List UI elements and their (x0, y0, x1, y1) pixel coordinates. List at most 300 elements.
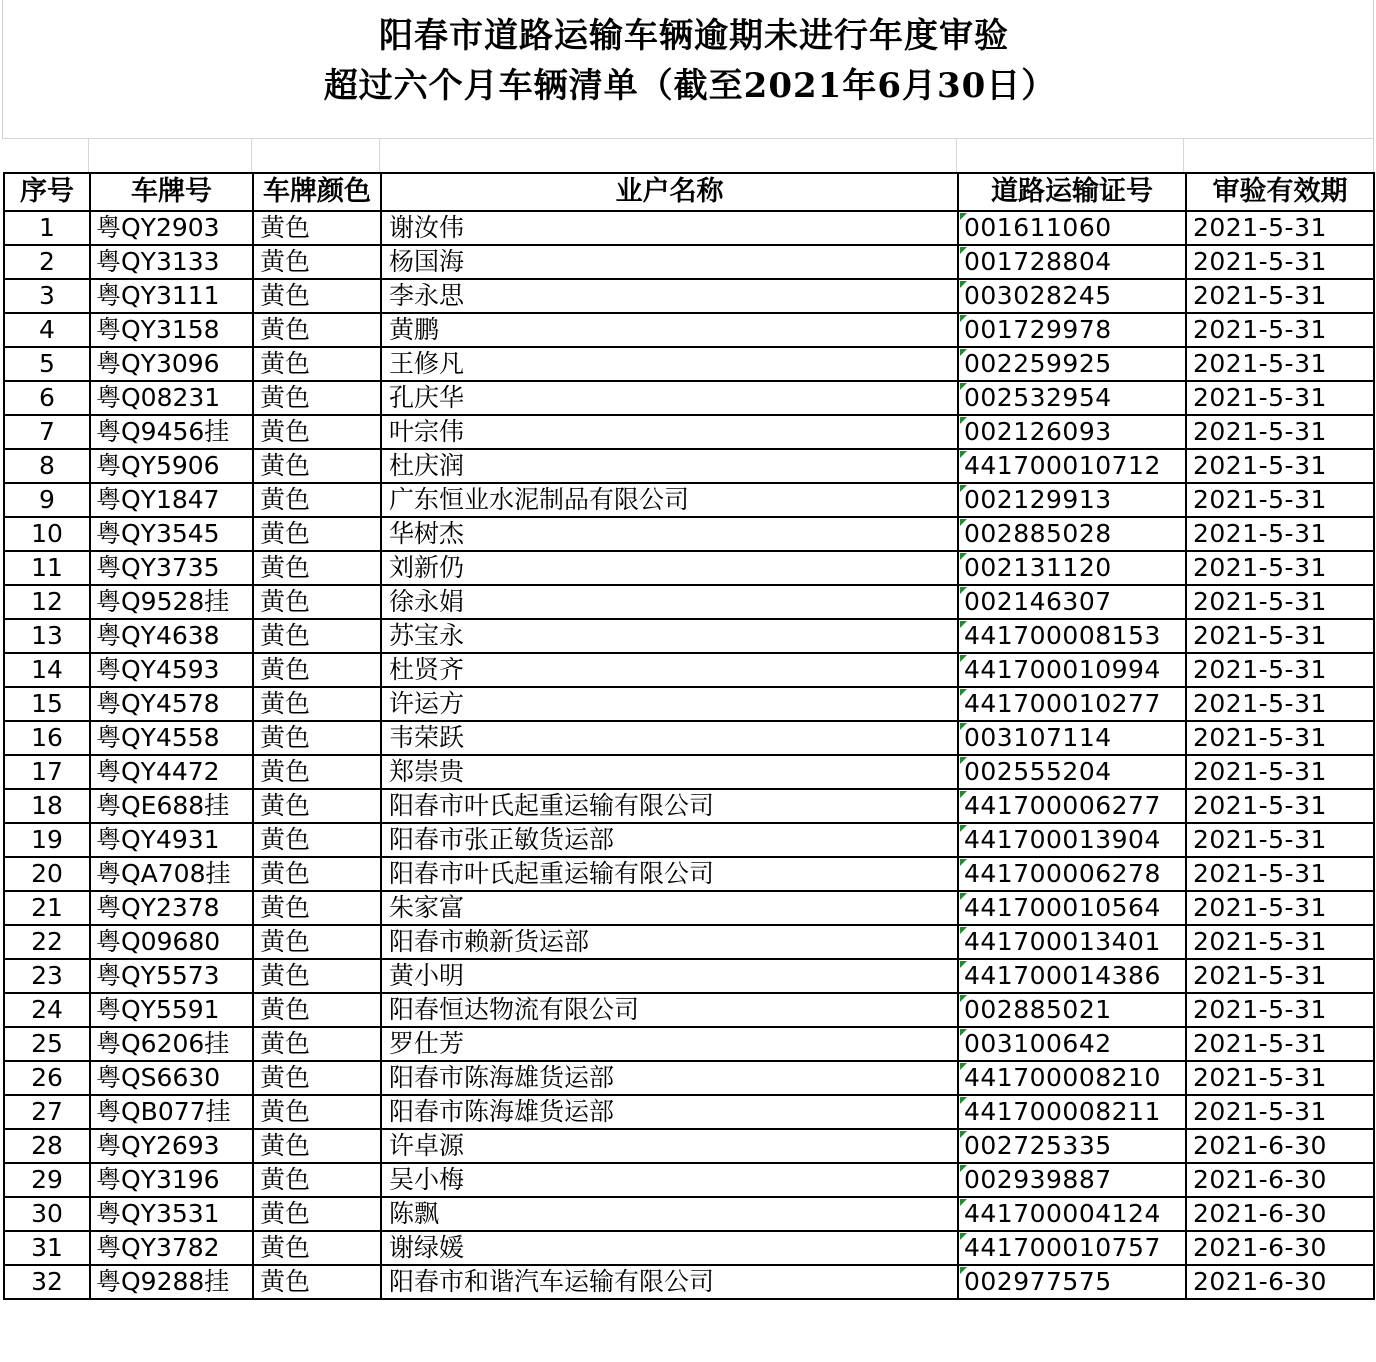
empty-cell[interactable] (2, 139, 89, 173)
cell-permit-text: 441700010712 (964, 451, 1161, 480)
cell-permit[interactable] (958, 1095, 1186, 1129)
cell-plate[interactable] (90, 823, 253, 857)
cell-owner-text: 李永思 (389, 281, 465, 310)
cell-plate-color-text: 黄色 (260, 349, 311, 378)
cell-index[interactable] (4, 1197, 90, 1231)
cell-permit[interactable] (958, 449, 1186, 483)
cell-permit[interactable] (958, 1163, 1186, 1197)
cell-permit-text: 003028245 (964, 281, 1112, 310)
cell-plate-color[interactable] (253, 415, 381, 449)
cell-index[interactable] (4, 313, 90, 347)
cell-plate[interactable] (90, 483, 253, 517)
cell-plate-color[interactable] (253, 483, 381, 517)
cell-index[interactable] (4, 1095, 90, 1129)
cell-valid-until[interactable] (1186, 1095, 1374, 1129)
cell-plate-color[interactable] (253, 1061, 381, 1095)
cell-owner[interactable] (381, 1231, 958, 1265)
cell-valid-until[interactable] (1186, 517, 1374, 551)
cell-plate[interactable] (90, 619, 253, 653)
cell-owner-text: 阳春市叶氏起重运输有限公司 (389, 859, 715, 888)
empty-cell[interactable] (252, 139, 380, 173)
cell-index[interactable] (4, 721, 90, 755)
cell-error-marker-icon (960, 1165, 967, 1172)
cell-index[interactable] (4, 585, 90, 619)
cell-plate-color[interactable] (253, 925, 381, 959)
cell-plate-text: 粤QY3782 (96, 1233, 220, 1262)
cell-index[interactable] (4, 755, 90, 789)
cell-index[interactable] (4, 653, 90, 687)
page-title-line-2: 超过六个月车辆清单（截至2021年6月30日） (323, 66, 1057, 106)
cell-valid-until-text: 2021-5-31 (1193, 689, 1327, 718)
header-permit[interactable]: 道路运输证号 (958, 173, 1186, 211)
cell-permit[interactable] (958, 857, 1186, 891)
cell-owner[interactable] (381, 1129, 958, 1163)
cell-plate-color[interactable] (253, 585, 381, 619)
cell-plate[interactable] (90, 755, 253, 789)
cell-owner[interactable] (381, 1163, 958, 1197)
cell-valid-until[interactable] (1186, 959, 1374, 993)
cell-index[interactable] (4, 687, 90, 721)
cell-plate-color[interactable] (253, 211, 381, 245)
cell-plate[interactable] (90, 415, 253, 449)
cell-index[interactable] (4, 857, 90, 891)
table-row (4, 823, 1374, 857)
cell-index[interactable] (4, 211, 90, 245)
cell-index[interactable] (4, 1129, 90, 1163)
cell-permit[interactable] (958, 755, 1186, 789)
cell-owner-text: 韦荣跃 (389, 723, 465, 752)
cell-index[interactable] (4, 415, 90, 449)
cell-valid-until[interactable] (1186, 993, 1374, 1027)
cell-permit-text: 001728804 (964, 247, 1112, 276)
cell-index[interactable] (4, 1231, 90, 1265)
cell-index[interactable] (4, 245, 90, 279)
cell-permit[interactable] (958, 585, 1186, 619)
table-row (4, 517, 1374, 551)
cell-valid-until[interactable] (1186, 483, 1374, 517)
cell-plate[interactable] (90, 585, 253, 619)
cell-plate-color-text: 黄色 (260, 1097, 311, 1126)
cell-owner[interactable] (381, 823, 958, 857)
cell-owner-text: 陈飘 (389, 1199, 440, 1228)
cell-index[interactable] (4, 517, 90, 551)
cell-plate-color-text: 黄色 (260, 995, 311, 1024)
cell-plate-color-text: 黄色 (260, 621, 311, 650)
cell-plate-color[interactable] (253, 1129, 381, 1163)
cell-index-text: 6 (39, 383, 55, 412)
cell-error-marker-icon (960, 383, 967, 390)
header-plate-color[interactable]: 车牌颜色 (253, 173, 381, 211)
table-row (4, 857, 1374, 891)
cell-valid-until[interactable] (1186, 1197, 1374, 1231)
cell-owner[interactable] (381, 483, 958, 517)
cell-valid-until-text: 2021-5-31 (1193, 995, 1327, 1024)
cell-permit[interactable] (958, 653, 1186, 687)
empty-cell[interactable] (1184, 139, 1374, 173)
cell-permit[interactable] (958, 925, 1186, 959)
cell-plate[interactable] (90, 1163, 253, 1197)
cell-plate-color-text: 黄色 (260, 1063, 311, 1092)
cell-permit[interactable] (958, 313, 1186, 347)
cell-permit[interactable] (958, 619, 1186, 653)
cell-plate-text: 粤QY3111 (96, 281, 220, 310)
cell-valid-until[interactable] (1186, 415, 1374, 449)
cell-owner-text: 阳春市陈海雄货运部 (389, 1063, 615, 1092)
cell-plate-color[interactable] (253, 1027, 381, 1061)
cell-permit[interactable] (958, 551, 1186, 585)
table-row (4, 653, 1374, 687)
cell-plate[interactable] (90, 653, 253, 687)
cell-permit-text: 002532954 (964, 383, 1112, 412)
cell-error-marker-icon (960, 1267, 967, 1274)
cell-owner[interactable] (381, 687, 958, 721)
table-row (4, 1163, 1374, 1197)
cell-valid-until-text: 2021-6-30 (1193, 1199, 1327, 1228)
cell-plate-color[interactable] (253, 993, 381, 1027)
cell-plate-color[interactable] (253, 891, 381, 925)
cell-valid-until-text: 2021-5-31 (1193, 383, 1327, 412)
cell-permit[interactable] (958, 1129, 1186, 1163)
cell-owner[interactable] (381, 755, 958, 789)
cell-valid-until-text: 2021-5-31 (1193, 213, 1327, 242)
cell-index-text: 32 (31, 1267, 63, 1296)
cell-owner[interactable] (381, 313, 958, 347)
cell-plate-text: 粤QY3133 (96, 247, 220, 276)
cell-owner[interactable] (381, 415, 958, 449)
empty-cell[interactable] (957, 139, 1184, 173)
cell-owner[interactable] (381, 245, 958, 279)
cell-index[interactable] (4, 823, 90, 857)
cell-index[interactable] (4, 925, 90, 959)
cell-plate-color[interactable] (253, 619, 381, 653)
cell-valid-until[interactable] (1186, 857, 1374, 891)
cell-valid-until[interactable] (1186, 585, 1374, 619)
cell-permit[interactable] (958, 789, 1186, 823)
cell-valid-until[interactable] (1186, 449, 1374, 483)
cell-index[interactable] (4, 959, 90, 993)
cell-plate[interactable] (90, 1061, 253, 1095)
cell-valid-until[interactable] (1186, 1061, 1374, 1095)
cell-plate-color-text: 黄色 (260, 1029, 311, 1058)
cell-owner[interactable] (381, 381, 958, 415)
cell-valid-until-text: 2021-5-31 (1193, 825, 1327, 854)
title-merged-cell[interactable] (2, 0, 1374, 138)
cell-owner-text: 孔庆华 (389, 383, 465, 412)
cell-error-marker-icon (960, 315, 967, 322)
cell-plate[interactable] (90, 279, 253, 313)
cell-plate[interactable] (90, 721, 253, 755)
cell-index-text: 1 (39, 213, 55, 242)
cell-valid-until[interactable] (1186, 245, 1374, 279)
cell-index[interactable] (4, 993, 90, 1027)
cell-plate[interactable] (90, 381, 253, 415)
cell-owner[interactable] (381, 653, 958, 687)
cell-index[interactable] (4, 1027, 90, 1061)
cell-valid-until[interactable] (1186, 551, 1374, 585)
cell-plate-color-text: 黄色 (260, 893, 311, 922)
cell-owner[interactable] (381, 721, 958, 755)
cell-index[interactable] (4, 1163, 90, 1197)
cell-plate[interactable] (90, 449, 253, 483)
cell-owner[interactable] (381, 551, 958, 585)
cell-owner[interactable] (381, 857, 958, 891)
cell-permit-text: 002146307 (964, 587, 1112, 616)
header-valid-until[interactable]: 审验有效期 (1186, 173, 1374, 211)
cell-owner[interactable] (381, 585, 958, 619)
cell-owner[interactable] (381, 1197, 958, 1231)
cell-permit-text: 441700008153 (964, 621, 1161, 650)
cell-owner-text: 华树杰 (389, 519, 465, 548)
cell-permit[interactable] (958, 687, 1186, 721)
cell-owner-text: 阳春市陈海雄货运部 (389, 1097, 615, 1126)
table-row (4, 755, 1374, 789)
cell-plate-color-text: 黄色 (260, 1165, 311, 1194)
cell-plate[interactable] (90, 1095, 253, 1129)
cell-plate-color[interactable] (253, 1231, 381, 1265)
cell-valid-until[interactable] (1186, 687, 1374, 721)
table-row (4, 449, 1374, 483)
cell-plate[interactable] (90, 517, 253, 551)
cell-error-marker-icon (960, 281, 967, 288)
cell-valid-until-text: 2021-5-31 (1193, 417, 1327, 446)
cell-plate[interactable] (90, 687, 253, 721)
table-row (4, 993, 1374, 1027)
cell-permit-text: 441700010277 (964, 689, 1161, 718)
cell-plate-color[interactable] (253, 755, 381, 789)
cell-permit[interactable] (958, 381, 1186, 415)
cell-plate-color[interactable] (253, 1197, 381, 1231)
cell-plate-color[interactable] (253, 313, 381, 347)
cell-owner[interactable] (381, 211, 958, 245)
cell-owner-text: 杨国海 (389, 247, 465, 276)
cell-plate[interactable] (90, 857, 253, 891)
cell-index[interactable] (4, 381, 90, 415)
cell-error-marker-icon (960, 961, 967, 968)
cell-valid-until-text: 2021-5-31 (1193, 961, 1327, 990)
cell-plate-color[interactable] (253, 381, 381, 415)
cell-index-text: 24 (31, 995, 63, 1024)
cell-plate-color[interactable] (253, 823, 381, 857)
cell-owner[interactable] (381, 619, 958, 653)
cell-valid-until[interactable] (1186, 721, 1374, 755)
cell-plate-color[interactable] (253, 721, 381, 755)
cell-plate[interactable] (90, 1231, 253, 1265)
cell-permit-text: 441700004124 (964, 1199, 1161, 1228)
empty-cell[interactable] (89, 139, 252, 173)
cell-permit[interactable] (958, 1197, 1186, 1231)
cell-owner[interactable] (381, 789, 958, 823)
cell-plate-color[interactable] (253, 1163, 381, 1197)
cell-valid-until[interactable] (1186, 619, 1374, 653)
cell-owner[interactable] (381, 993, 958, 1027)
cell-plate[interactable] (90, 551, 253, 585)
cell-plate[interactable] (90, 789, 253, 823)
table-row (4, 959, 1374, 993)
cell-owner[interactable] (381, 449, 958, 483)
cell-plate[interactable] (90, 245, 253, 279)
table-row (4, 891, 1374, 925)
cell-permit[interactable] (958, 1061, 1186, 1095)
cell-index-text: 22 (31, 927, 63, 956)
cell-permit[interactable] (958, 823, 1186, 857)
cell-permit[interactable] (958, 891, 1186, 925)
cell-valid-until-text: 2021-6-30 (1193, 1233, 1327, 1262)
cell-plate-text: 粤Q09680 (96, 927, 221, 956)
cell-index[interactable] (4, 1265, 90, 1299)
cell-valid-until[interactable] (1186, 1129, 1374, 1163)
cell-valid-until-text: 2021-5-31 (1193, 553, 1327, 582)
cell-plate[interactable] (90, 1129, 253, 1163)
cell-plate-color[interactable] (253, 551, 381, 585)
cell-owner[interactable] (381, 891, 958, 925)
cell-plate-color[interactable] (253, 653, 381, 687)
cell-valid-until-text: 2021-5-31 (1193, 1029, 1327, 1058)
cell-error-marker-icon (960, 519, 967, 526)
cell-index[interactable] (4, 619, 90, 653)
cell-permit[interactable] (958, 1265, 1186, 1299)
header-plate[interactable]: 车牌号 (90, 173, 253, 211)
cell-plate-color-text: 黄色 (260, 315, 311, 344)
cell-permit[interactable] (958, 245, 1186, 279)
cell-index[interactable] (4, 551, 90, 585)
cell-owner[interactable] (381, 925, 958, 959)
cell-index[interactable] (4, 891, 90, 925)
cell-plate[interactable] (90, 925, 253, 959)
cell-permit[interactable] (958, 517, 1186, 551)
cell-owner[interactable] (381, 517, 958, 551)
cell-valid-until[interactable] (1186, 823, 1374, 857)
cell-plate[interactable] (90, 211, 253, 245)
cell-error-marker-icon (960, 859, 967, 866)
table-row (4, 551, 1374, 585)
cell-valid-until[interactable] (1186, 891, 1374, 925)
cell-permit-text: 441700014386 (964, 961, 1161, 990)
cell-permit-text: 002939887 (964, 1165, 1112, 1194)
cell-plate-color-text: 黄色 (260, 383, 311, 412)
cell-error-marker-icon (960, 655, 967, 662)
cell-permit[interactable] (958, 1231, 1186, 1265)
cell-error-marker-icon (960, 213, 967, 220)
cell-plate[interactable] (90, 1197, 253, 1231)
cell-plate[interactable] (90, 993, 253, 1027)
cell-index[interactable] (4, 789, 90, 823)
cell-permit[interactable] (958, 279, 1186, 313)
cell-owner[interactable] (381, 279, 958, 313)
cell-index[interactable] (4, 279, 90, 313)
cell-valid-until[interactable] (1186, 279, 1374, 313)
cell-plate-color[interactable] (253, 1095, 381, 1129)
cell-permit[interactable] (958, 721, 1186, 755)
cell-plate-color-text: 黄色 (260, 961, 311, 990)
cell-valid-until[interactable] (1186, 1265, 1374, 1299)
cell-valid-until[interactable] (1186, 653, 1374, 687)
cell-error-marker-icon (960, 553, 967, 560)
table-row (4, 313, 1374, 347)
cell-plate-color[interactable] (253, 959, 381, 993)
cell-owner[interactable] (381, 1265, 958, 1299)
cell-owner[interactable] (381, 959, 958, 993)
cell-owner[interactable] (381, 1027, 958, 1061)
cell-index[interactable] (4, 483, 90, 517)
cell-plate-color[interactable] (253, 857, 381, 891)
cell-permit[interactable] (958, 347, 1186, 381)
cell-permit-text: 441700010994 (964, 655, 1161, 684)
cell-error-marker-icon (960, 825, 967, 832)
cell-plate-color[interactable] (253, 279, 381, 313)
cell-plate[interactable] (90, 347, 253, 381)
cell-plate-color[interactable] (253, 1265, 381, 1299)
cell-plate[interactable] (90, 313, 253, 347)
cell-owner[interactable] (381, 1061, 958, 1095)
cell-permit[interactable] (958, 415, 1186, 449)
cell-plate-color-text: 黄色 (260, 1233, 311, 1262)
cell-valid-until[interactable] (1186, 789, 1374, 823)
cell-plate-text: 粤QY2903 (96, 213, 220, 242)
cell-valid-until-text: 2021-5-31 (1193, 859, 1327, 888)
cell-valid-until[interactable] (1186, 755, 1374, 789)
cell-valid-until-text: 2021-5-31 (1193, 247, 1327, 276)
cell-plate-color-text: 黄色 (260, 451, 311, 480)
cell-owner-text: 阳春市张正敏货运部 (389, 825, 615, 854)
cell-error-marker-icon (960, 927, 967, 934)
cell-plate-color[interactable] (253, 347, 381, 381)
cell-valid-until-text: 2021-6-30 (1193, 1267, 1327, 1296)
cell-plate[interactable] (90, 891, 253, 925)
cell-plate-text: 粤QB077挂 (96, 1097, 231, 1126)
cell-plate-color[interactable] (253, 245, 381, 279)
cell-plate-color-text: 黄色 (260, 553, 311, 582)
cell-valid-until-text: 2021-6-30 (1193, 1131, 1327, 1160)
table-row (4, 1095, 1374, 1129)
cell-index[interactable] (4, 449, 90, 483)
cell-index[interactable] (4, 1061, 90, 1095)
cell-permit[interactable] (958, 1027, 1186, 1061)
cell-valid-until[interactable] (1186, 1027, 1374, 1061)
cell-index[interactable] (4, 347, 90, 381)
cell-plate-color[interactable] (253, 517, 381, 551)
empty-cell[interactable] (380, 139, 957, 173)
cell-valid-until[interactable] (1186, 381, 1374, 415)
cell-permit[interactable] (958, 211, 1186, 245)
cell-permit[interactable] (958, 993, 1186, 1027)
cell-permit[interactable] (958, 959, 1186, 993)
cell-error-marker-icon (960, 1233, 967, 1240)
cell-valid-until[interactable] (1186, 211, 1374, 245)
cell-plate[interactable] (90, 1027, 253, 1061)
cell-valid-until[interactable] (1186, 1231, 1374, 1265)
cell-plate-color[interactable] (253, 687, 381, 721)
cell-permit[interactable] (958, 483, 1186, 517)
cell-permit-text: 441700006277 (964, 791, 1161, 820)
header-index[interactable]: 序号 (4, 173, 90, 211)
cell-valid-until[interactable] (1186, 1163, 1374, 1197)
header-owner[interactable]: 业户名称 (381, 173, 958, 211)
cell-owner[interactable] (381, 1095, 958, 1129)
cell-permit-text: 003100642 (964, 1029, 1112, 1058)
cell-plate-color-text: 黄色 (260, 723, 311, 752)
cell-plate-color-text: 黄色 (260, 281, 311, 310)
cell-owner-text: 阳春市叶氏起重运输有限公司 (389, 791, 715, 820)
cell-valid-until[interactable] (1186, 925, 1374, 959)
cell-valid-until[interactable] (1186, 347, 1374, 381)
cell-valid-until[interactable] (1186, 313, 1374, 347)
cell-plate-color[interactable] (253, 449, 381, 483)
cell-plate[interactable] (90, 1265, 253, 1299)
table-row (4, 1129, 1374, 1163)
cell-plate-color[interactable] (253, 789, 381, 823)
cell-plate[interactable] (90, 959, 253, 993)
cell-owner[interactable] (381, 347, 958, 381)
